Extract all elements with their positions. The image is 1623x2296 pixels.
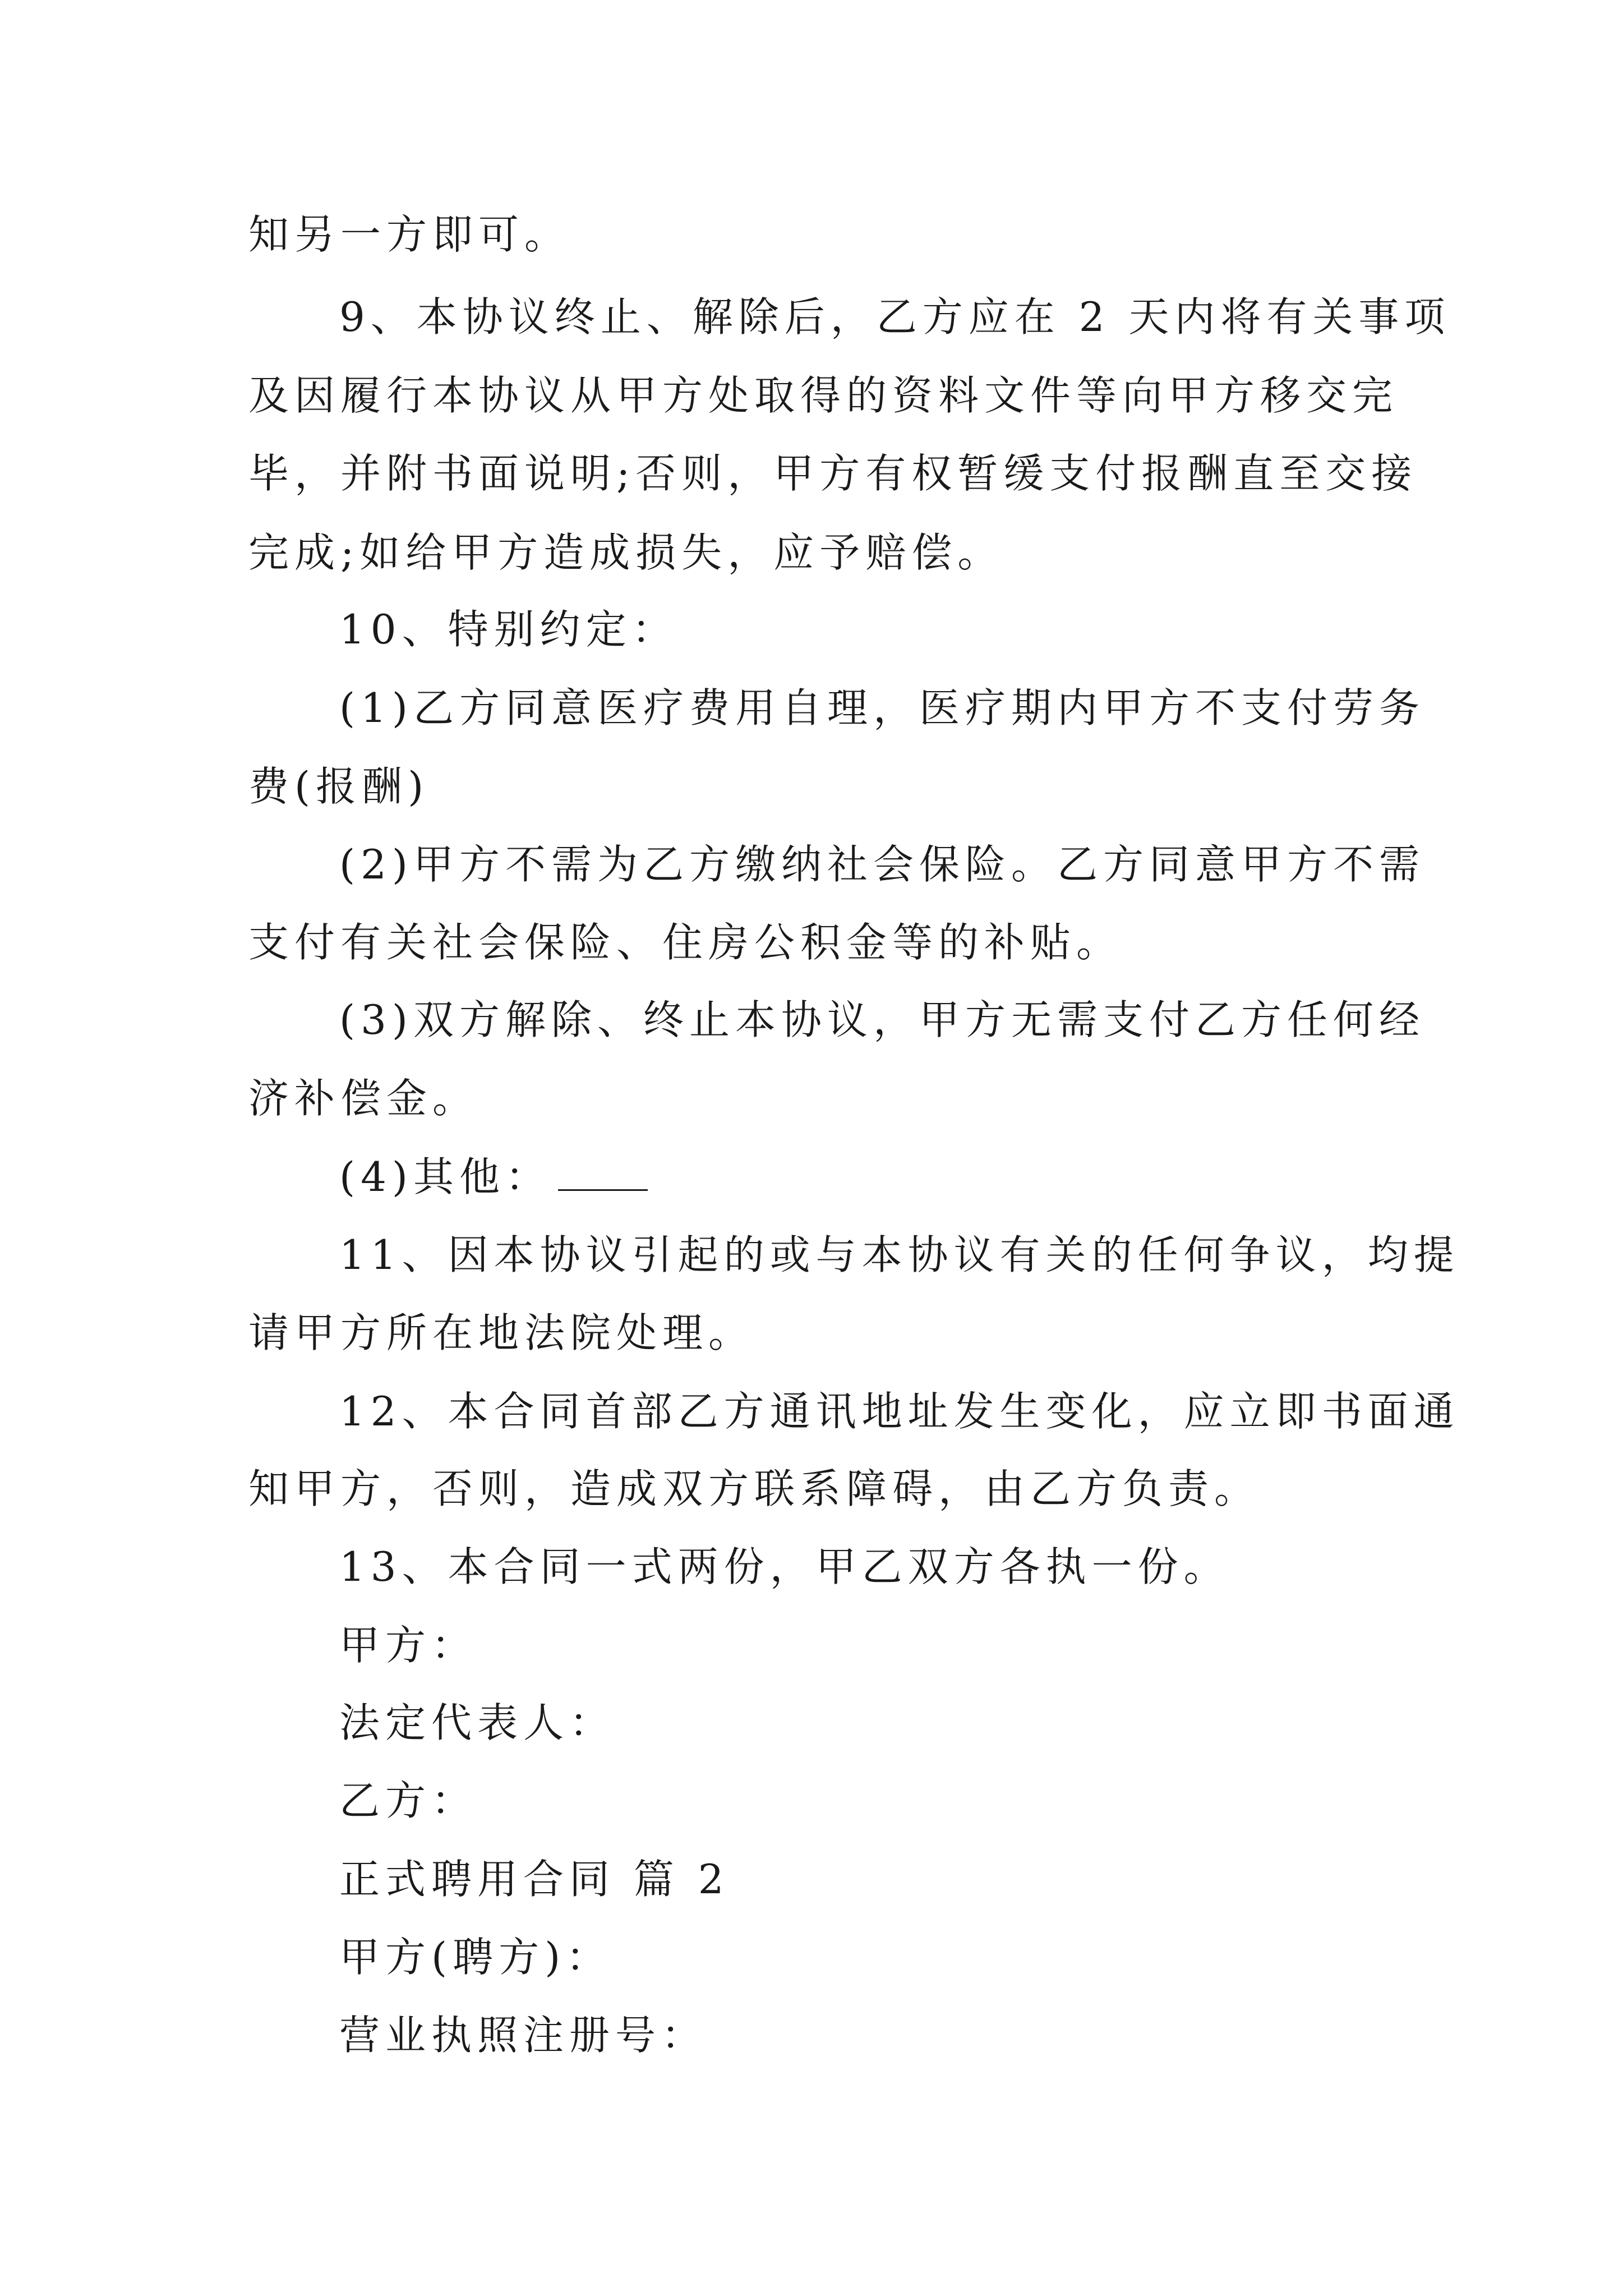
text-line: 济补偿金。	[248, 1075, 479, 1122]
text-line: 营业执照注册号：	[339, 2012, 708, 2059]
text-line: 完成;如给甲方造成损失，应予赔偿。	[248, 529, 1004, 576]
text-line: 毕，并附书面说明;否则，甲方有权暂缓支付报酬直至交接	[248, 450, 1418, 497]
text-line	[339, 1150, 648, 1204]
text-line: 法定代表人：	[339, 1699, 616, 1746]
text-line: (1)乙方同意医疗费用自理，医疗期内甲方不支付劳务	[339, 684, 1425, 731]
text-line: 13、本合同一式两份，甲乙双方各执一份。	[339, 1543, 1230, 1590]
text-line: 9、本协议终止、解除后，乙方应在 2 天内将有关事项	[339, 293, 1451, 341]
text-line: 11、因本协议引起的或与本协议有关的任何争议，均提	[339, 1231, 1460, 1278]
text-line: (3)双方解除、终止本协议，甲方无需支付乙方任何经	[339, 996, 1425, 1043]
text-line: 知甲方，否则，造成双方联系障碍，由乙方负责。	[248, 1465, 1261, 1512]
other-label: (4)其他：	[339, 1153, 551, 1200]
text-line: 及因履行本协议从甲方处取得的资料文件等向甲方移交完	[248, 372, 1399, 419]
text-line: 支付有关社会保险、住房公积金等的补贴。	[248, 919, 1123, 966]
text-line: 甲方(聘方)：	[339, 1934, 612, 1981]
text-line: 12、本合同首部乙方通讯地址发生变化，应立即书面通	[339, 1388, 1460, 1435]
text-line: 请甲方所在地法院处理。	[248, 1309, 755, 1356]
text-line: 知另一方即可。	[248, 211, 571, 258]
text-line: 10、特别约定：	[339, 606, 678, 653]
text-line: 甲方：	[339, 1622, 478, 1669]
section-heading: 正式聘用合同 篇 2	[339, 1856, 730, 1903]
fill-in-blank	[558, 1154, 648, 1191]
text-line: 费(报酬)	[248, 763, 430, 810]
text-line: (2)甲方不需为乙方缴纳社会保险。乙方同意甲方不需	[339, 841, 1425, 888]
text-line: 乙方：	[339, 1777, 478, 1824]
